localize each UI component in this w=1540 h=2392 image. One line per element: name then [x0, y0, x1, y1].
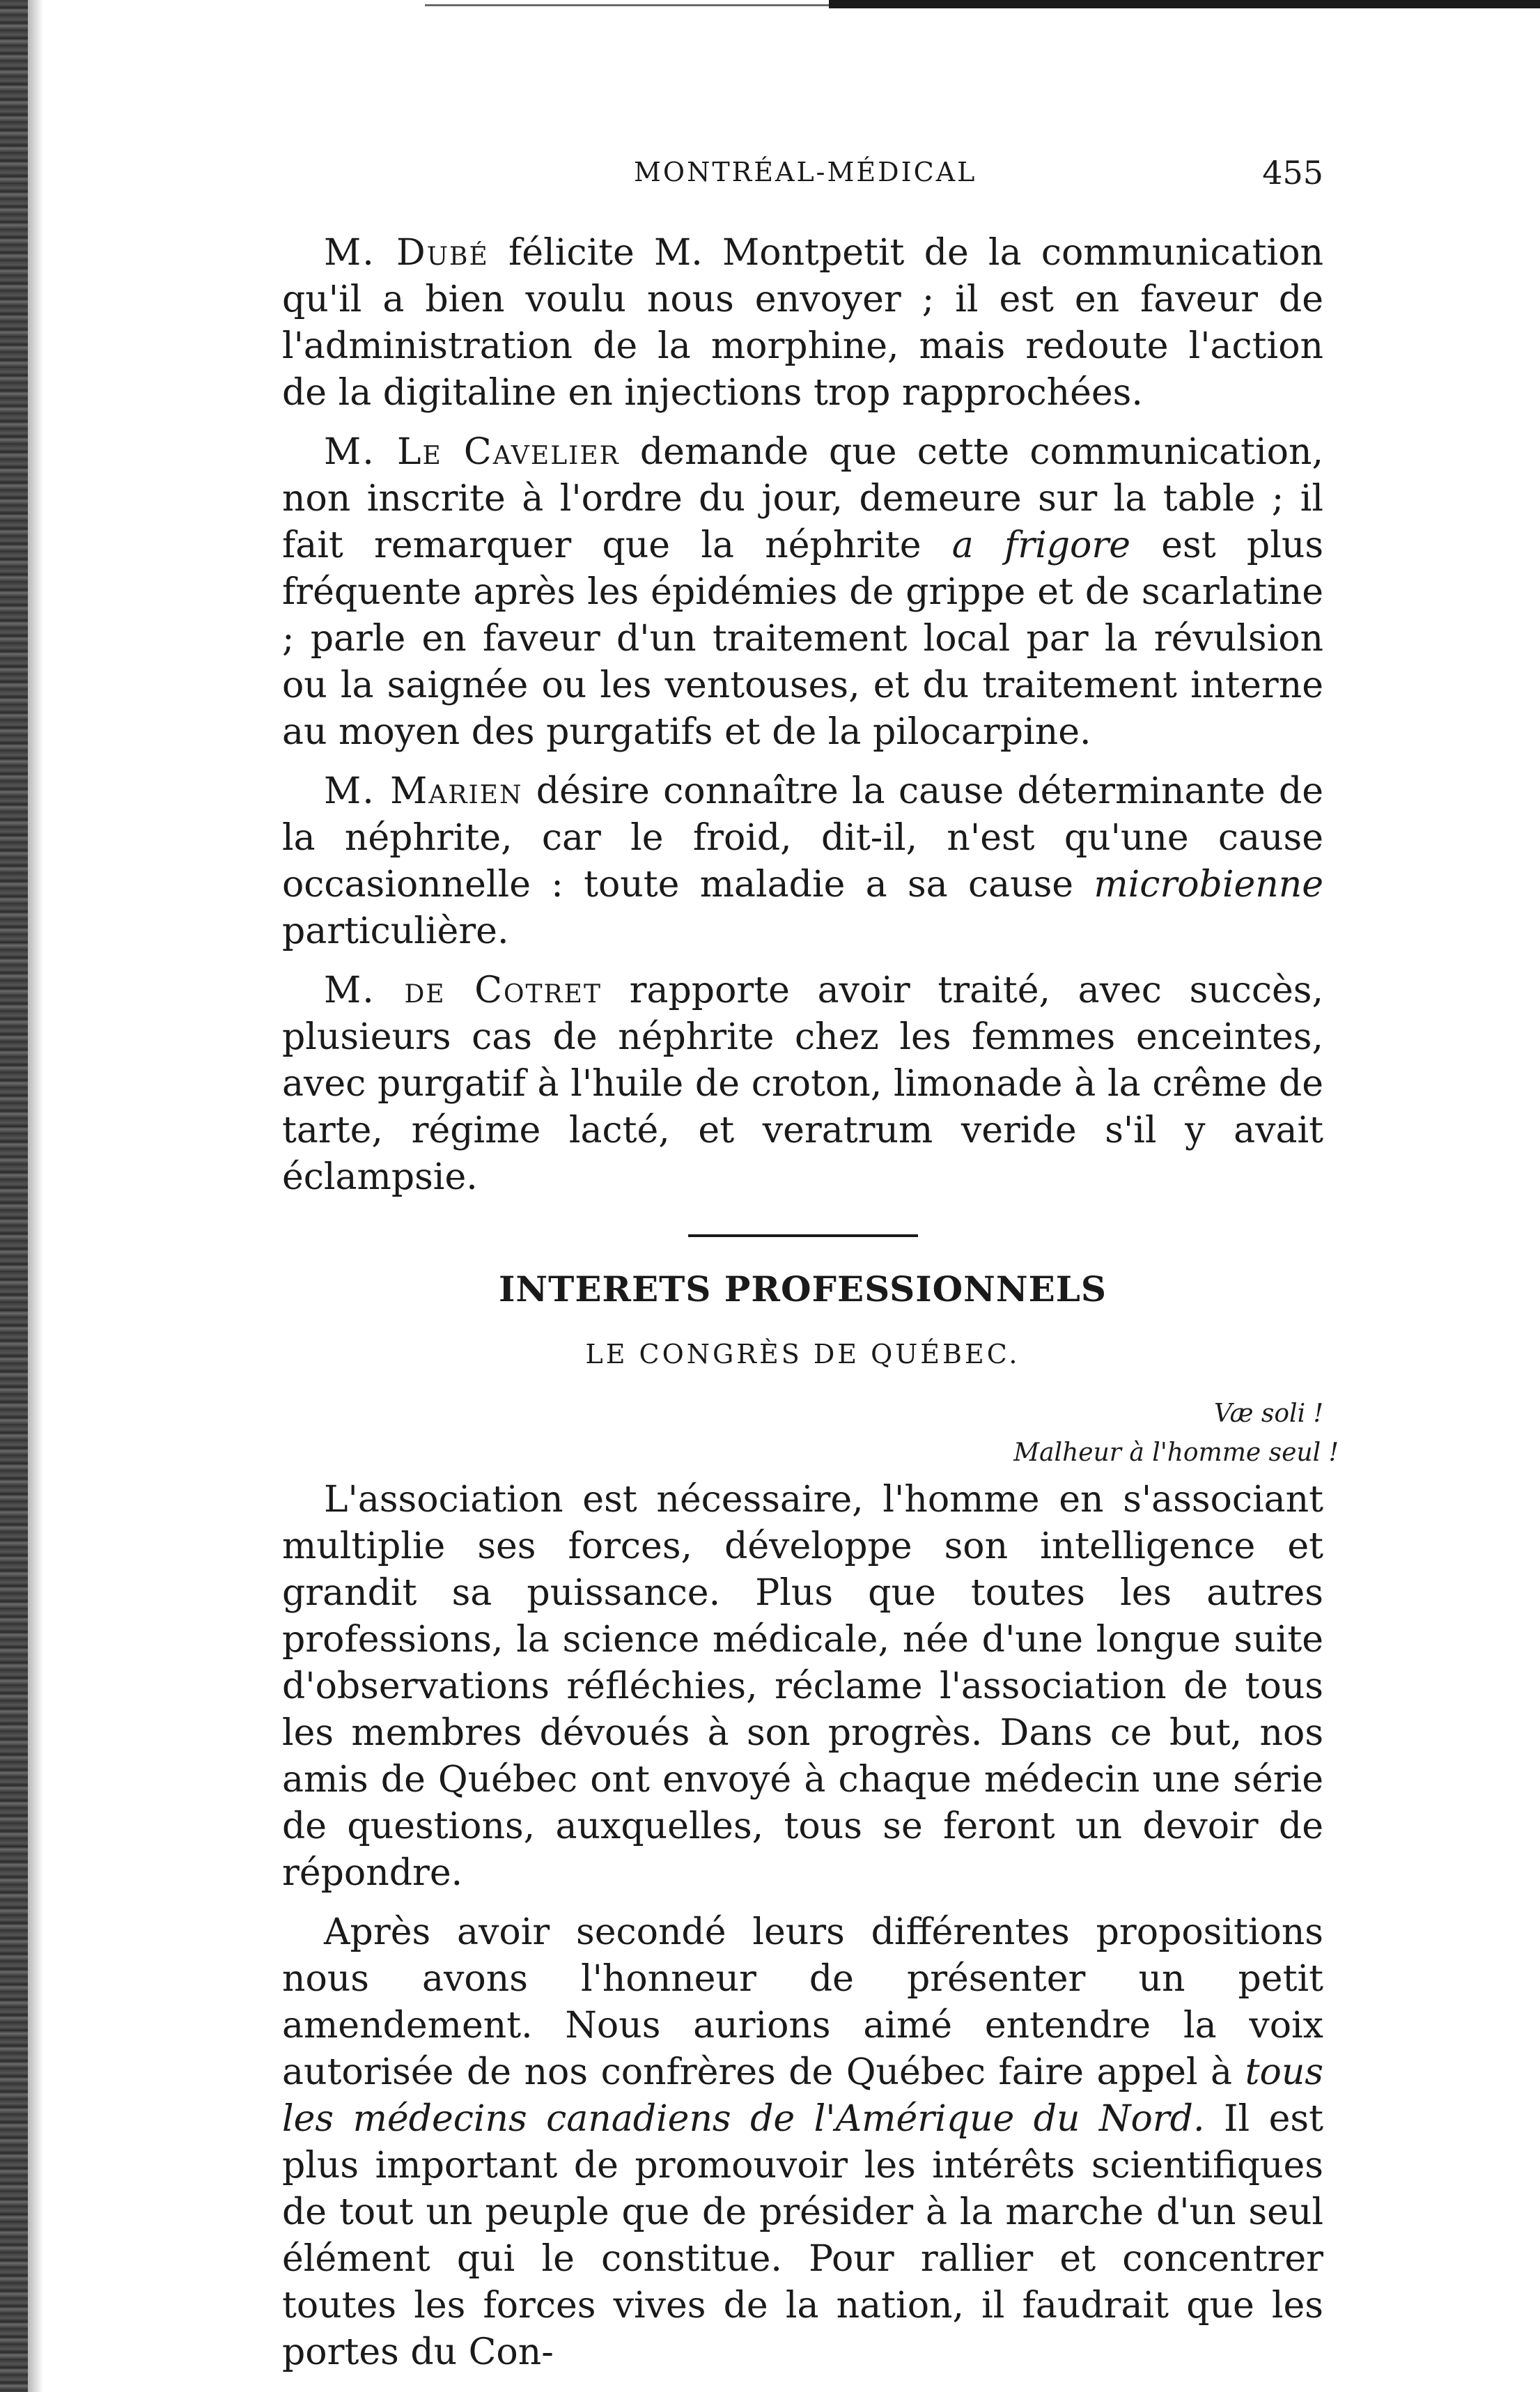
section-subtitle: LE CONGRÈS DE QUÉBEC. — [585, 1339, 1020, 1369]
speaker-name: M. Le Cavelier — [324, 431, 620, 473]
paragraph-text: est plus fréquente après les épidémies de grippe et de scarlatine ; parle en faveur d'un traitement local par la révulsion ou la saignée ou les ventouses, et du traitement interne au moyen des purgatifs et de la pilocarpine. — [282, 525, 1323, 753]
paragraph-text: désire connaître la cause déterminante de la néphrite, car le froid, dit-il, n'est qu'une cause occasionnelle : toute maladie a sa cause — [282, 770, 1324, 906]
emphasis-text: microbienne — [1094, 864, 1323, 906]
epigraph — [282, 1395, 1339, 1473]
paragraph-text: rapporte avoir traité, avec succès, plusieurs cas de néphrite chez les femmes enceintes, avec purgatif à l'huile de croton, limonade à la crême de tarte, régime lacté, et veratrum veride s'il y avait éclampsie. — [282, 970, 1324, 1198]
speaker-name: M. de Cotret — [324, 970, 602, 1011]
emphasis-text: tous les médecins canadiens de l'Amérique du Nord. — [282, 2051, 1323, 2140]
page-body — [282, 230, 1339, 2376]
paragraph-text: Après avoir secondé leurs différentes propositions nous avons l'honneur de présenter un petit amendement. Nous aurions aimé entendre la voix autorisée de nos confrères de Québec faire appel à — [282, 1911, 1323, 2093]
running-header — [286, 154, 1323, 199]
paragraph-text: Il est plus important de promouvoir les intérêts scientifiques de tout un peuple que de présider à la marche d'un seul élément qui le constitue. Pour rallier et concentrer toutes les forces vives de la nation, il faudrait que les portes du Con- — [282, 2098, 1323, 2373]
paragraph-text: demande que cette communication, non inscrite à l'ordre du jour, demeure sur la table ; il fait remarquer que la néphrite — [282, 431, 1323, 566]
paragraph-de-cotret — [282, 968, 1323, 1201]
section-divider — [688, 1234, 918, 1237]
epigraph-line: Væ soli ! — [1213, 1399, 1323, 1428]
article-body — [282, 1477, 1323, 2376]
speaker-name: M. Marien — [324, 770, 523, 812]
paragraph-marien — [282, 768, 1323, 955]
running-title: MONTRÉAL-MÉDICAL — [634, 157, 977, 187]
top-scan-rule-thin — [425, 4, 829, 6]
epigraph-line: Malheur à l'homme seul ! — [1013, 1438, 1339, 1467]
scan-binding-edge — [0, 0, 28, 2392]
article-paragraph — [282, 1909, 1323, 2376]
paragraph-text: particulière. — [282, 910, 509, 952]
paragraph-text: félicite M. Montpetit de la communication qu'il a bien voulu nous envoyer ; il est en faveur de l'administration de la morphine, mais redoute l'action de la digitaline en injections trop rapprochées. — [282, 232, 1323, 414]
speaker-name: M. Dubé — [324, 232, 489, 274]
paragraph-dube — [282, 230, 1323, 417]
emphasis-text: a frigore — [951, 525, 1130, 566]
top-scan-rule — [829, 0, 1540, 8]
paragraph-le-cavelier — [282, 429, 1323, 756]
article-paragraph: L'association est nécessaire, l'homme en s'associant multiplie ses forces, développe son intelligence et grandit sa puissance. Plus que toutes les autres professions, la science médicale, née d'une longue suite d'observations réfléchies, réclame l'association de tous les membres dévoués à son progrès. Dans ce but, nos amis de Québec ont envoyé à chaque médecin une série de questions, auxquelles, tous se feront un devoir de répondre. — [282, 1479, 1323, 1894]
section-title: INTERETS PROFESSIONNELS — [499, 1268, 1107, 1310]
page-number: 455 — [1262, 154, 1323, 192]
